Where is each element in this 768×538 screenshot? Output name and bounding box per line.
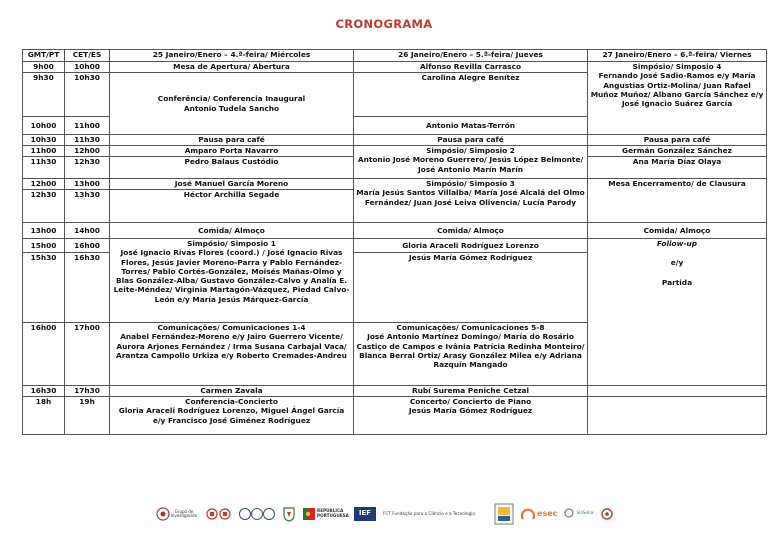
day2-comida: Comida/ Almoço [354, 223, 588, 239]
logo-label-5: esec [537, 509, 558, 519]
time-cet: 11h30 [65, 135, 110, 146]
day3-simposio4 [588, 62, 767, 135]
table-row [23, 135, 767, 146]
day1-conferencia [110, 73, 354, 135]
day2-simposio2 [354, 146, 588, 179]
day2-rodriguez: Gloria Araceli Rodríguez Lorenzo [354, 239, 588, 253]
day1-archilla: Héctor Archilla Segade [110, 190, 354, 223]
day1-comunicaciones [110, 323, 354, 386]
time-cet: 14h00 [65, 223, 110, 239]
day2-matas: Antonio Matas-Terrón [354, 117, 588, 135]
research-group-logo [155, 507, 199, 521]
day2-gomez: Jesús María Gómez Rodríguez [354, 253, 588, 323]
day1-zavala: Carmen Zavala [110, 386, 354, 397]
day1-porta: Amparo Porta Navarro [110, 146, 354, 157]
day3-pausa: Pausa para café [588, 135, 767, 146]
time-gmt: 12h00 [23, 179, 65, 190]
day2-simposio2-people: Antonio José Moreno Guerrero/ Jesús López Belmonte/ José Antonio Marín Marín [357, 155, 584, 174]
day2-concierto [354, 397, 588, 435]
day3-followup: Follow-up [656, 239, 698, 248]
time-gmt: 18h [23, 397, 65, 435]
day2-simposio3-people: María Jesús Santos Villalba/ María José Alcalá del Olmo Fernández/ Juan José Leiva Olivencia/ Lucía Parody [356, 188, 585, 207]
time-gmt: 11h00 [23, 146, 65, 157]
day3-followup-cell [588, 239, 767, 386]
day1-simposio1 [110, 239, 354, 323]
day1-simposio1-title: Simpósio/ Simposio 1 [187, 239, 276, 248]
day2-com-people: José Antonio Martínez Domingo/ María do Rosário Castiço de Campos e Ivânia Patrícia Redinha Monteiro/ Blanca Berral Ortiz/ Arasy González Milea e/y Adriana Razquín Mangado [356, 332, 585, 370]
time-cet: 13h30 [65, 190, 110, 223]
day1-garcia-moreno: José Manuel García Moreno [110, 179, 354, 190]
day1-balaus: Pedro Balaus Custódio [110, 157, 354, 179]
logo-label-6: SUSelia [576, 511, 594, 517]
time-cet: 12h00 [65, 146, 110, 157]
day2-concierto-people: Jesús María Gómez Rodríguez [408, 406, 533, 416]
header-gmt: GMT/PT [23, 50, 65, 62]
day2-concierto-title: Concerto/ Concierto de Piano [409, 397, 532, 406]
partner-logo [600, 507, 614, 521]
time-gmt: 9h30 [23, 73, 65, 117]
day1-com-people: Anabel Fernández-Moreno e/y Jairo Guerrero Vicente/ Aurora Arjones Fernández / Irma Susana Carbajal Vaca/ Arantza Campollo Urkiza e/y Roberto Cremades-Andreu [116, 332, 347, 360]
logo-label-4: FCT Fundação para a Ciência e a Tecnologia [383, 511, 475, 517]
day3-simposio4-people: Fernando José Sadio-Ramos e/y María Angustias Ortiz-Molina/ Juan Rafael Muñoz Muñoz/ Albano García Sánchez e/y José Ignacio Suárez García [590, 71, 764, 109]
time-gmt: 10h00 [23, 117, 65, 135]
header-day2: 26 Janeiro/Enero – 5.ª-feira/ Jueves [354, 50, 588, 62]
day1-apertura: Mesa de Apertura/ Abertura [110, 62, 354, 73]
day1-pausa: Pausa para café [110, 135, 354, 146]
university-icon [206, 507, 232, 521]
table-row [23, 239, 767, 253]
time-gmt: 16h00 [23, 323, 65, 386]
time-gmt: 16h30 [23, 386, 65, 397]
time-cet: 16h30 [65, 253, 110, 323]
republica-portuguesa-logo [303, 508, 347, 520]
time-cet: 16h00 [65, 239, 110, 253]
time-cet: 12h30 [65, 157, 110, 179]
page-title: CRONOGRAMA [335, 17, 433, 31]
day1-comida: Comida/ Almoço [110, 223, 354, 239]
time-cet: 17h30 [65, 386, 110, 397]
day3-partida: Partida [661, 277, 693, 287]
logo-label-1: Grupo de Investigación [170, 508, 198, 518]
table-row [23, 223, 767, 239]
time-gmt: 13h00 [23, 223, 65, 239]
fct-logo [383, 511, 487, 517]
esec-logo [521, 507, 557, 521]
time-gmt: 10h30 [23, 135, 65, 146]
day2-com-title: Comunicações/ Comunicaciones 5-8 [396, 323, 545, 332]
day1-concierto-title: Conferencia-Concierto [185, 397, 278, 406]
time-cet: 10h30 [65, 73, 110, 117]
logo-label-3: IEF [358, 509, 372, 518]
day2-simposio3-title: Simpósio/ Simposio 3 [426, 179, 515, 188]
schedule-table [22, 49, 767, 435]
time-cet: 11h00 [65, 117, 110, 135]
time-cet: 19h [65, 397, 110, 435]
day2-revilla: Alfonso Revilla Carrasco [354, 62, 588, 73]
header-day1: 25 Janeiro/Enero – 4.ª-feira/ Miércoles [110, 50, 354, 62]
logo-label-2: REPÚBLICA PORTUGUESA [317, 508, 349, 518]
day3-german: Germán González Sánchez [588, 146, 767, 157]
day2-peniche: Rubí Surema Peniche Cetzal [354, 386, 588, 397]
header-cet: CET/ES [65, 50, 110, 62]
day3-empty [588, 386, 767, 397]
table-row [23, 62, 767, 73]
crest-logo [282, 506, 296, 522]
day3-simposio4-title: Simpósio/ Simposio 4 [632, 62, 722, 71]
time-gmt: 15h00 [23, 239, 65, 253]
table-row [23, 146, 767, 157]
time-gmt: 9h00 [23, 62, 65, 73]
sponsor-logos [155, 499, 614, 529]
day2-simposio2-title: Simpósio/ Simposio 2 [426, 146, 515, 155]
table-row [23, 386, 767, 397]
day2-alegre: Carolina Alegre Benítez [354, 73, 588, 117]
time-gmt: 12h30 [23, 190, 65, 223]
day1-conf-speaker: Antonio Tudela Sancho [183, 103, 280, 113]
header-day3: 27 Janeiro/Enero – 6.ª-feira/ Viernes [588, 50, 767, 62]
day1-com-title: Comunicações/ Comunicaciones 1-4 [157, 323, 306, 332]
day3-comida: Comida/ Almoço [588, 223, 767, 239]
time-cet: 13h00 [65, 179, 110, 190]
day3-ey: e/y [670, 258, 684, 268]
seal-logo [239, 507, 275, 521]
ief-logo [354, 507, 376, 521]
day2-pausa: Pausa para café [354, 135, 588, 146]
time-cet: 10h00 [65, 62, 110, 73]
institute-logo [494, 503, 514, 525]
header-row [23, 50, 767, 62]
table-row [23, 179, 767, 190]
day3-ana: Ana María Díaz Olaya [588, 157, 767, 179]
day1-concierto [110, 397, 354, 435]
day3-empty [588, 397, 767, 435]
time-cet: 17h00 [65, 323, 110, 386]
time-gmt: 15h30 [23, 253, 65, 323]
day3-clausura: Mesa Encerramento/ de Clausura [588, 179, 767, 223]
table-row [23, 397, 767, 435]
suselia-logo [564, 508, 593, 520]
day1-concierto-people: Gloria Araceli Rodríguez Lorenzo, Miguel Ángel García e/y Francisco José Giménez Rodríguez [118, 406, 345, 425]
day1-conf-title: Conferência/ Conferencia Inaugural [157, 94, 306, 104]
day2-comunicaciones [354, 323, 588, 386]
day1-simposio1-people: José Ignacio Rivas Flores (coord.) / José Ignacio Rivas Flores, Jesús Javier Moreno-Parra y Pablo Fernández-Torres/ Pablo Cortés-González, Moisés Mañas-Olmo y Blas González-Alba/ Gustavo González-Calvo y Analía E. Leite-Méndez/ Virginia Martagón-Vázquez, Piedad Calvo-León e/y María Jesús Márquez-García [113, 248, 350, 304]
time-gmt: 11h30 [23, 157, 65, 179]
day2-simposio3 [354, 179, 588, 223]
